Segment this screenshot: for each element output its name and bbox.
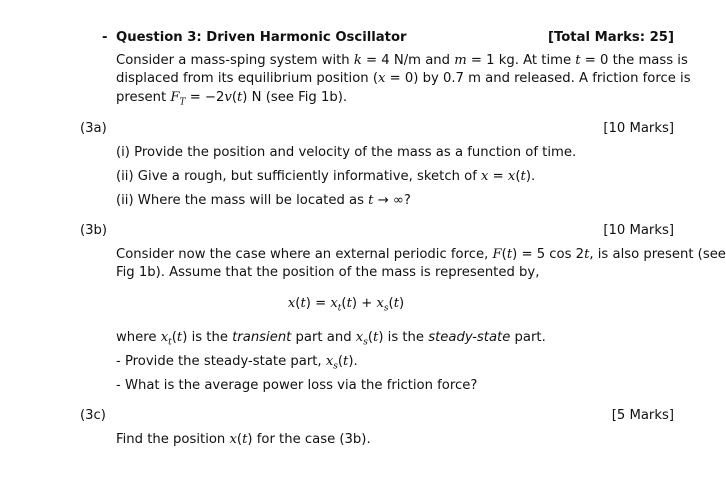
text-run: transient xyxy=(232,330,292,345)
text-run: s xyxy=(363,337,368,348)
text-run: ( xyxy=(236,432,243,447)
text-run: ( xyxy=(367,330,374,345)
text-run: t xyxy=(337,303,342,314)
part-c-label: (3c) xyxy=(80,408,106,423)
position-equation xyxy=(0,296,692,314)
text-run: part and xyxy=(291,330,356,345)
text-run: t xyxy=(368,193,374,208)
text-run: (ii) Give a rough, but sufficiently informative, sketch of xyxy=(116,169,482,184)
text-run: x xyxy=(160,330,169,345)
text-run: - What is the average power loss via the friction force? xyxy=(116,378,478,393)
text-run: = 4 N/m and xyxy=(361,53,455,68)
text-run: t xyxy=(575,53,581,68)
text-run: Fig 1b). Assume that the position of the mass is represented by, xyxy=(116,265,540,280)
intro-line-2 xyxy=(116,71,691,86)
text-run: v xyxy=(224,90,232,105)
text-run: x xyxy=(229,432,237,447)
text-run: x xyxy=(507,169,516,184)
text-run: ) = xyxy=(305,296,331,311)
part-b-where xyxy=(116,330,546,348)
text-run: x xyxy=(355,330,364,345)
text-run: Consider a mass-sping system with xyxy=(116,53,354,68)
text-run: x xyxy=(330,296,338,311)
text-run: ) is the xyxy=(378,330,429,345)
text-run: = 0) by 0.7 m and released. A friction force is xyxy=(385,71,691,86)
total-marks: [Total Marks: 25] xyxy=(547,30,674,45)
part-b-bullet-1 xyxy=(116,354,358,372)
text-run: t xyxy=(520,169,526,184)
question-dash: - xyxy=(102,30,108,45)
text-run: T xyxy=(179,97,186,108)
text-run: x xyxy=(376,296,384,311)
text-run: t xyxy=(236,90,243,105)
text-run: ( xyxy=(515,169,521,184)
text-run: k xyxy=(353,53,362,68)
text-run: ( xyxy=(231,90,237,105)
text-run: t xyxy=(176,330,183,345)
text-run: t xyxy=(300,296,306,311)
text-run: = xyxy=(488,169,508,184)
text-run: t xyxy=(506,247,513,262)
text-run: ). xyxy=(525,169,536,184)
text-run: x xyxy=(481,169,489,184)
text-run: = 1 kg. At time xyxy=(466,53,576,68)
part-a-marks: [10 Marks] xyxy=(603,121,674,136)
text-run: - Provide the steady-state part, xyxy=(116,354,326,369)
text-run: ( xyxy=(388,296,394,311)
text-run: ) xyxy=(399,296,405,311)
part-c-marks: [5 Marks] xyxy=(611,408,674,423)
text-run: t xyxy=(346,296,352,311)
text-run: (ii) Where the mass will be located as xyxy=(116,193,369,208)
text-run: Find the position xyxy=(116,432,230,447)
text-run: Consider now the case where an external periodic force, xyxy=(116,247,493,262)
part-a-item-3 xyxy=(116,193,411,208)
part-b-label: (3b) xyxy=(80,223,108,238)
part-b-marks: [10 Marks] xyxy=(603,223,674,238)
part-a-label: (3a) xyxy=(80,121,107,136)
part-b-text-1 xyxy=(116,247,726,262)
text-run: t xyxy=(242,432,248,447)
text-run: ) = 5 cos 2 xyxy=(512,247,585,262)
text-run: s xyxy=(383,303,389,314)
text-run: = 0 the mass is xyxy=(580,53,688,68)
text-run: present xyxy=(116,90,171,105)
text-run: x xyxy=(325,354,334,369)
text-run: displaced from its equilibrium position ( xyxy=(116,71,378,86)
part-c-text xyxy=(116,432,371,447)
part-b-text-2 xyxy=(116,265,539,280)
text-run: (i) Provide the position and velocity of the mass as a function of time. xyxy=(116,145,577,160)
text-run: x xyxy=(378,71,386,86)
text-run: x xyxy=(287,296,296,311)
text-run: ) for the case (3b). xyxy=(247,432,371,447)
text-run: ( xyxy=(501,247,507,262)
part-b-bullet-2 xyxy=(116,378,477,393)
text-run: ). xyxy=(348,354,358,369)
text-run: = −2 xyxy=(185,90,225,105)
text-run: s xyxy=(333,361,338,372)
text-run: ) N (see Fig 1b). xyxy=(242,90,348,105)
text-run: m xyxy=(454,53,467,68)
text-run: F xyxy=(492,247,502,262)
part-a-item-2 xyxy=(116,169,535,184)
text-run: steady-state xyxy=(428,330,511,345)
text-run: where xyxy=(116,330,161,345)
text-run: t xyxy=(584,247,590,262)
intro-line-1 xyxy=(116,53,688,68)
text-run: t xyxy=(373,330,379,345)
text-run: t xyxy=(343,354,349,369)
text-run: part. xyxy=(510,330,546,345)
text-run: ) + xyxy=(351,296,377,311)
text-run: ( xyxy=(337,354,344,369)
text-run: F xyxy=(170,90,180,105)
text-run: ( xyxy=(295,296,301,311)
question-title: Question 3: Driven Harmonic Oscillator xyxy=(116,30,407,45)
intro-line-3 xyxy=(116,90,347,108)
text-run: ( xyxy=(171,330,177,345)
text-run: t xyxy=(168,337,172,348)
text-run: t xyxy=(393,296,399,311)
text-run: ( xyxy=(341,296,347,311)
text-run: ) is the xyxy=(182,330,233,345)
text-run: , is also present (see xyxy=(589,247,726,262)
part-a-item-1 xyxy=(116,145,576,160)
text-run: → ∞? xyxy=(373,193,411,208)
